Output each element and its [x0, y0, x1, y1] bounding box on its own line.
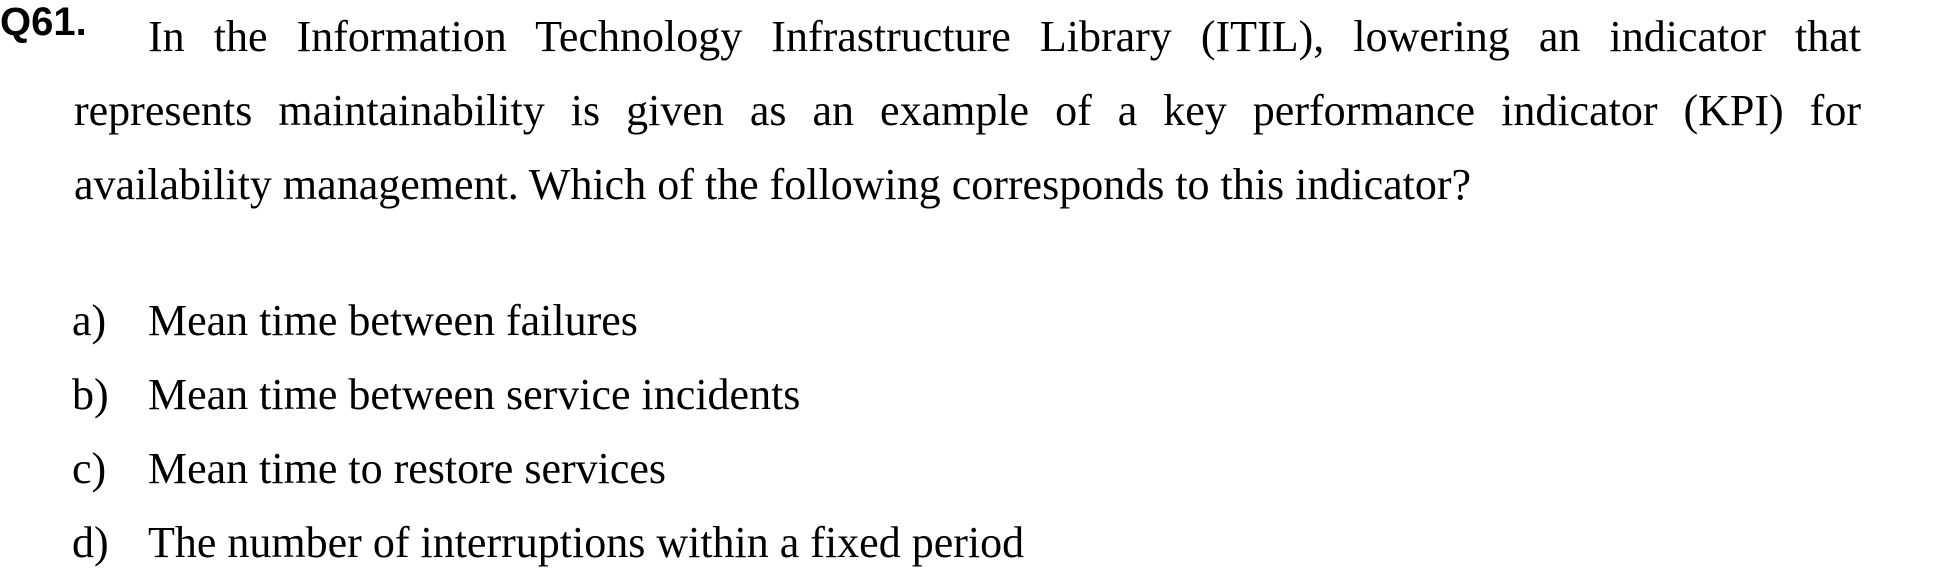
option-text: Mean time between service incidents — [148, 370, 801, 419]
option-text: Mean time to restore services — [148, 444, 667, 493]
option-letter: a) — [72, 296, 107, 345]
question-number: Q61. — [0, 0, 87, 44]
option-c — [72, 439, 1872, 513]
option-d — [72, 513, 1872, 587]
option-b — [72, 365, 1872, 439]
answer-options — [72, 291, 1872, 587]
question-text: In the Information Technology Infrastructure Library (ITIL), lowering an indicator that represents maintainability is given as an example of a key performance indicator (KPI) for availability management. Which of the following corresponds to this indicator? — [74, 12, 1861, 209]
option-letter: c) — [72, 444, 107, 493]
option-text: Mean time between failures — [148, 296, 638, 345]
option-a — [72, 291, 1872, 365]
option-text: The number of interruptions within a fixed period — [148, 518, 1025, 567]
option-letter: b) — [72, 370, 109, 419]
option-letter: d) — [72, 518, 109, 567]
